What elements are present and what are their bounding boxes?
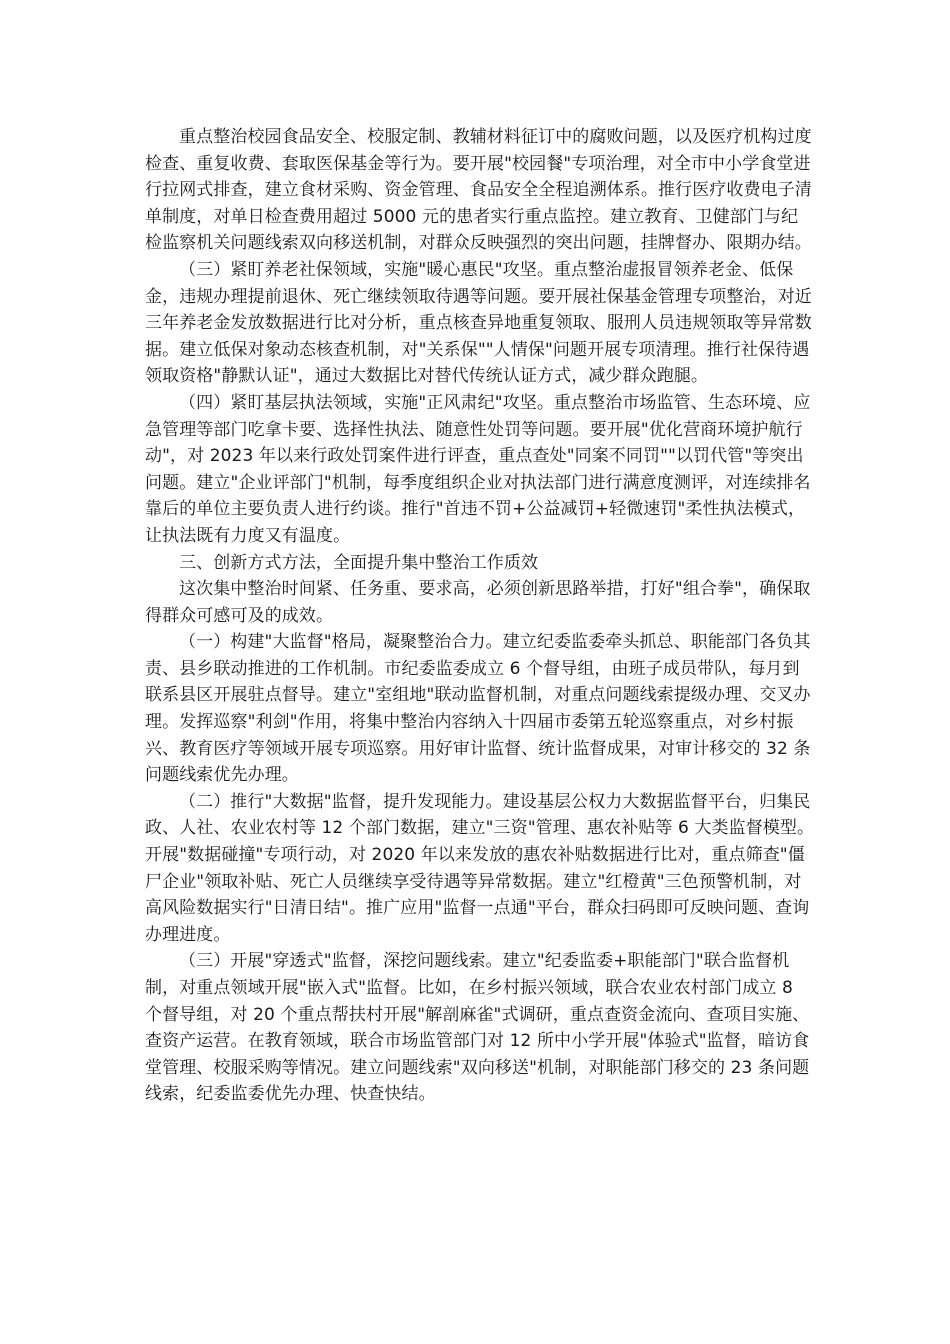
- paragraph-pension-social-security: （三）紧盯养老社保领域，实施"暖心惠民"攻坚。重点整治虚报冒领养老金、低保金，违规办理提前退休、死亡继续领取待遇等问题。要开展社保基金管理专项整治，对近三年养老金发放数据进行比对分析，重点核查异地重复领取、服刑人员违规领取等异常数据。建立低保对象动态核查机制，对"关系保""人情保"问题开展专项清理。推行社保待遇领取资格"静默认证"，通过大数据比对替代传统认证方式，减少群众跑腿。: [145, 259, 812, 387]
- paragraph-big-data-supervision: （二）推行"大数据"监督，提升发现能力。建设基层公权力大数据监督平台，归集民政、人社、农业农村等 12 个部门数据，建立"三资"管理、惠农补贴等 6 大类监督模型。开展"数据碰撞"专项行动，对 2020 年以来发放的惠农补贴数据进行比对，重点筛查"僵尸企业"领取补贴、死亡人员继续享受待遇等异常数据。建立"红橙黄"三色预警机制，对高风险数据实行"日清日结"。推广应用"监督一点通"平台，群众扫码即可反映问题、查询办理进度。: [145, 791, 815, 945]
- section-heading-innovation: 三、创新方式方法，全面提升集中整治工作质效: [179, 552, 539, 573]
- paragraph-big-supervision: （一）构建"大监督"格局，凝聚整治合力。建立纪委监委牵头抓总、职能部门各负其责、县乡联动推进的工作机制。市纪委监委成立 6 个督导组，由班子成员带队，每月到联系县区开展驻点督导。建立"室组地"联动监督机制，对重点问题线索提级办理、交叉办理。发挥巡察"利剑"作用，将集中整治内容纳入十四届市委第五轮巡察重点，对乡村振兴、教育医疗等领域开展专项巡察。用好审计监督、统计监督成果，对审计移交的 32 条问题线索优先办理。: [145, 632, 811, 786]
- document-body: [145, 124, 815, 1108]
- paragraph-penetrating-supervision: （三）开展"穿透式"监督，深挖问题线索。建立"纪委监委+职能部门"联合监督机制，对重点领域开展"嵌入式"监督。比如，在乡村振兴领域，联合农业农村部门成立 8 个督导组，对 20 个重点帮扶村开展"解剖麻雀"式调研，重点查资金流向、查项目实施、查资产运营。在教育领域，联合市场监管部门对 12 所中小学开展"体验式"监督，暗访食堂管理、校服采购等情况。建立问题线索"双向移送"机制，对职能部门移交的 23 条问题线索，纪委监委优先办理、快查快结。: [145, 951, 810, 1105]
- paragraph-grassroots-enforcement: （四）紧盯基层执法领域，实施"正风肃纪"攻坚。重点整治市场监管、生态环境、应急管理等部门吃拿卡要、选择性执法、随意性处罚等问题。要开展"优化营商环境护航行动"，对 2023 年以来行政处罚案件进行评查，重点查处"同案不同罚""以罚代管"等突出问题。建立"企业评部门"机制，每季度组织企业对执法部门进行满意度测评，对连续排名靠后的单位主要负责人进行约谈。推行"首违不罚+公益减罚+轻微速罚"柔性执法模式，让执法既有力度又有温度。: [145, 392, 811, 546]
- paragraph-section-intro: 这次集中整治时间紧、任务重、要求高，必须创新思路举措，打好"组合拳"，确保取得群众可感可及的成效。: [145, 579, 811, 626]
- paragraph-campus-medical: 重点整治校园食品安全、校服定制、教辅材料征订中的腐败问题，以及医疗机构过度检查、重复收费、套取医保基金等行为。要开展"校园餐"专项治理，对全市中小学食堂进行拉网式排查，建立食材采购、资金管理、食品安全全程追溯体系。推行医疗收费电子清单制度，对单日检查费用超过 5000 元的患者实行重点监控。建立教育、卫健部门与纪检监察机关问题线索双向移送机制，对群众反映强烈的突出问题，挂牌督办、限期办结。: [145, 127, 812, 254]
